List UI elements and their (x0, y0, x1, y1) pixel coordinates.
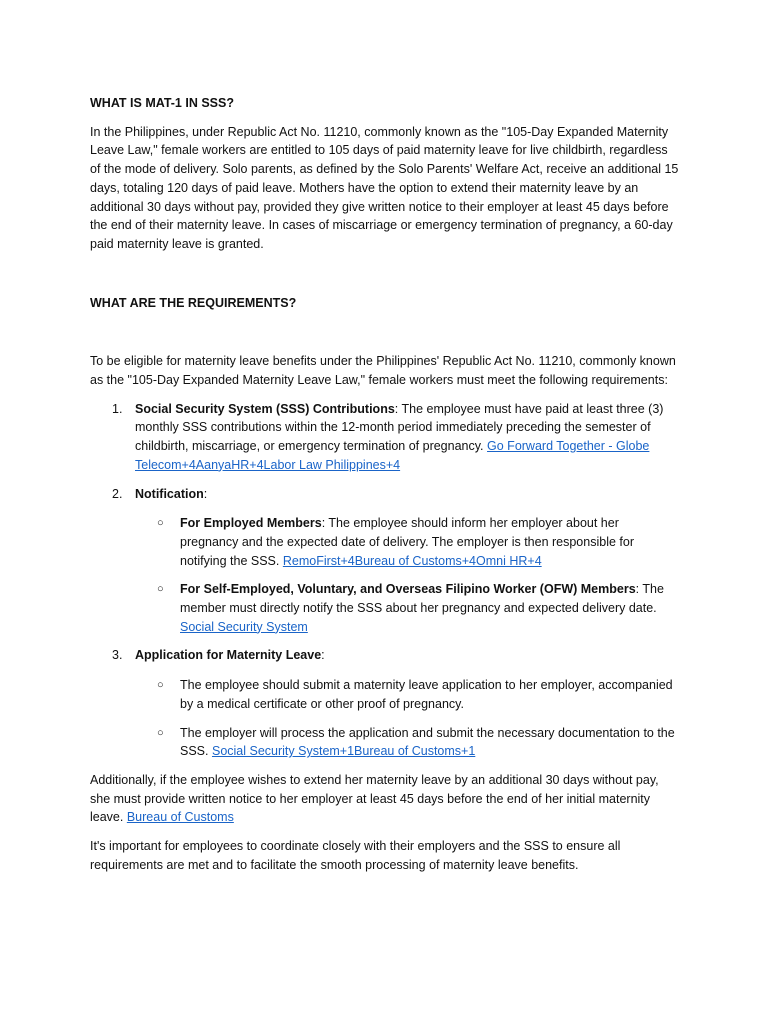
list-item-notification (90, 485, 680, 637)
document-page (90, 92, 680, 875)
requirements-intro-paragraph: To be eligible for maternity leave benefits under the Philippines' Republic Act No. 11210, commonly known as the "105-Day Expanded Maternity Leave Law," female workers must meet the following requirements: (90, 354, 676, 388)
heading-requirements: WHAT ARE THE REQUIREMENTS? (90, 295, 297, 310)
list-item-sss-contributions (90, 400, 680, 475)
notification-sublist (135, 514, 680, 636)
additional-paragraph (90, 771, 680, 827)
list-item-application (90, 646, 680, 761)
list-number: 3. (112, 648, 123, 663)
sublist-item-employed (135, 514, 680, 570)
item-title: Application for Maternity Leave (135, 648, 322, 663)
additional-text: Additionally, if the employee wishes to extend her maternity leave by an additional 30 days without pay, she must provide written notice to her employer at least 45 days before the end of her initial maternity leave. (90, 772, 659, 825)
source-link[interactable]: Social Security System+1Bureau of Customs+1 (211, 744, 476, 759)
requirements-list (90, 400, 680, 761)
subitem-title: For Self-Employed, Voluntary, and Overseas Filipino Worker (OFW) Members (180, 582, 636, 597)
item-suffix: : (321, 648, 325, 663)
heading-what-is-mat1: WHAT IS MAT-1 IN SSS? (90, 96, 234, 110)
subitem-text: The employer will process the application and submit the necessary documentation to the SSS. (180, 725, 675, 759)
bullet-icon: ○ (157, 517, 164, 530)
application-sublist (135, 676, 680, 761)
source-link[interactable]: RemoFirst+4Bureau of Customs+4Omni HR+4 (282, 553, 542, 568)
source-link[interactable]: Social Security System (180, 619, 308, 634)
item-title: Social Security System (SSS) Contributions (135, 401, 395, 416)
list-number: 2. (112, 486, 123, 501)
sublist-item-self-employed (135, 580, 680, 636)
subitem-text: The employee should submit a maternity leave application to her employer, accompanied by a medical certificate or other proof of pregnancy. (180, 678, 673, 711)
subitem-title: For Employed Members (180, 516, 322, 531)
list-number: 1. (112, 401, 123, 416)
bullet-icon: ○ (157, 679, 164, 692)
sublist-item-submit-application (135, 676, 680, 713)
item-suffix: : (203, 486, 208, 501)
bullet-icon: ○ (157, 583, 164, 596)
subitem-text: : The employee should inform her employer about her pregnancy and the expected date of delivery. The employer is then responsible for notifying the SSS. (180, 516, 634, 568)
bullet-icon: ○ (157, 726, 164, 739)
item-text: : The employee must have paid at least three (3) monthly SSS contributions within the 12-month period immediately preceding the semester of childbirth, miscarriage, or emergency termination of pregnancy. (135, 401, 664, 454)
subitem-text: : The member must directly notify the SSS about her pregnancy and expected delivery date. (180, 582, 664, 616)
closing-paragraph: It's important for employees to coordinate closely with their employers and the SSS to ensure all requirements are met and to facilitate the smooth processing of maternity leave benefits. (90, 839, 621, 872)
item-title: Notification (135, 486, 204, 501)
source-link[interactable]: Go Forward Together - Globe Telecom+4AanyaHR+4Labor Law Philippines+4 (135, 439, 650, 472)
intro-paragraph: In the Philippines, under Republic Act No. 11210, commonly known as the "105-Day Expanded Maternity Leave Law," female workers are entitled to 105 days of paid maternity leave for live childbirth, regardless of the mode of delivery. Solo parents, as defined by the Solo Parents' Welfare Act, receive an additional 15 days, totaling 120 days of paid leave. Mothers have the option to extend their maternity leave by an additional 30 days without pay, provided they give written notice to their employer at least 45 days before the end of their maternity leave. In cases of miscarriage or emergency termination of pregnancy, a 60-day paid maternity leave is granted. (90, 124, 679, 251)
sublist-item-employer-process (135, 724, 680, 761)
source-link[interactable]: Bureau of Customs (126, 810, 234, 825)
